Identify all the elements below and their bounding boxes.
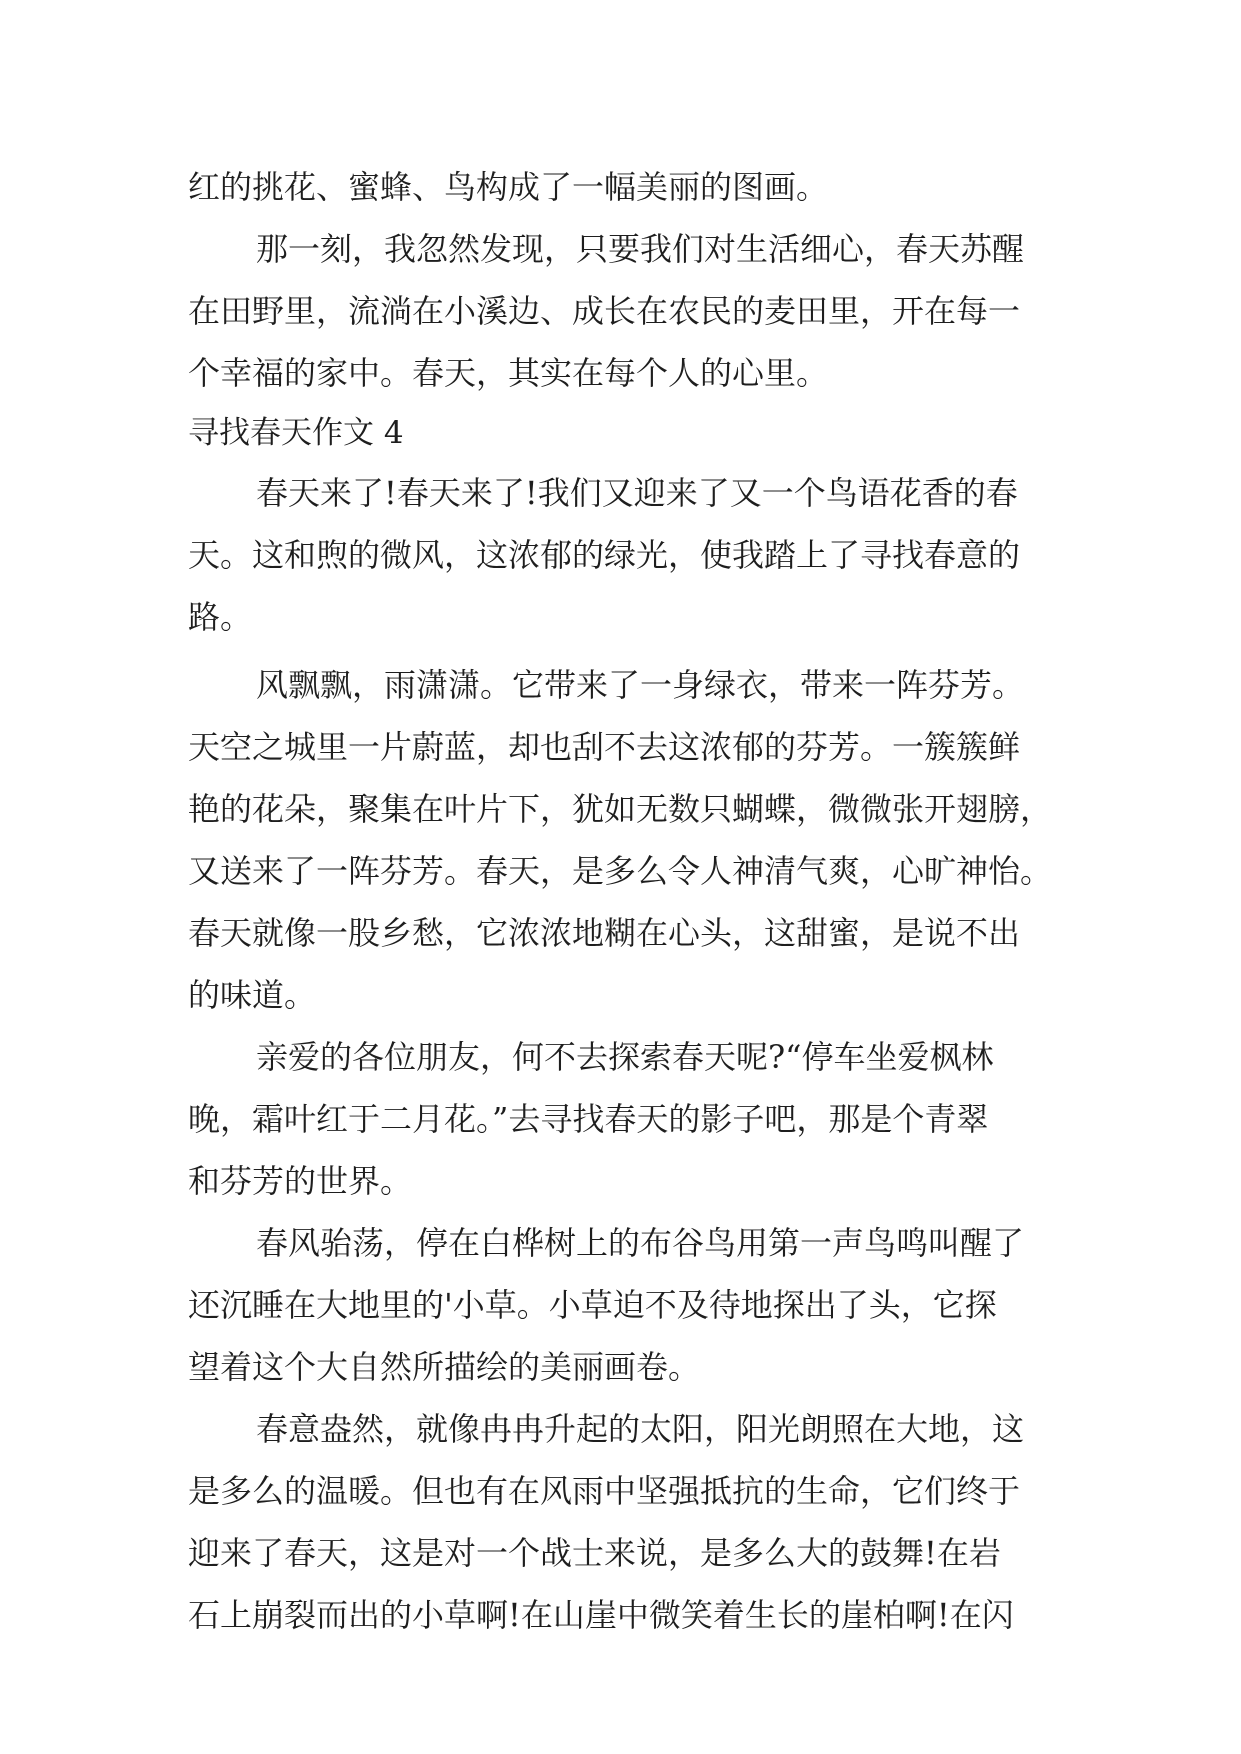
text-line: 和芬芳的世界。 — [188, 1162, 413, 1200]
document-body — [188, 156, 1068, 1646]
text-line: 红的挑花、蜜蜂、鸟构成了一幅美丽的图画。 — [188, 168, 829, 206]
text-line: 春天就像一股乡愁，它浓浓地糊在心头，这甜蜜，是说不出 — [188, 914, 1021, 952]
text-line: 在田野里，流淌在小溪边、成长在农民的麦田里，开在每一 — [188, 292, 1021, 330]
text-line: 又送来了一阵芬芳。春天，是多么令人神清气爽，心旷神怡。 — [188, 852, 1053, 890]
text-line: 的味道。 — [188, 976, 317, 1014]
text-line: 路。 — [188, 598, 253, 636]
text-line: 春风骀荡，停在白桦树上的布谷鸟用第一声鸟鸣叫醒了 — [256, 1224, 1025, 1262]
section-heading: 寻找春天作文 4 — [188, 415, 404, 451]
text-line: 个幸福的家中。春天，其实在每个人的心里。 — [188, 354, 829, 392]
text-line: 望着这个大自然所描绘的美丽画卷。 — [188, 1348, 701, 1386]
text-line: 还沉睡在大地里的'小草。小草迫不及待地探出了头，它探 — [188, 1286, 997, 1324]
text-line: 迎来了春天，这是对一个战士来说，是多么大的鼓舞!在岩 — [188, 1534, 1001, 1572]
text-line: 亲爱的各位朋友，何不去探索春天呢?“停车坐爱枫林 — [256, 1038, 994, 1076]
text-line: 那一刻，我忽然发现，只要我们对生活细心，春天苏醒 — [256, 230, 1025, 268]
text-line: 春意盎然，就像冉冉升起的太阳，阳光朗照在大地，这 — [256, 1410, 1025, 1448]
text-line: 天空之城里一片蔚蓝，却也刮不去这浓郁的芬芳。一簇簇鲜 — [188, 728, 1021, 766]
text-line: 晚，霜叶红于二月花。”去寻找春天的影子吧，那是个青翠 — [188, 1100, 989, 1138]
text-line: 春天来了!春天来了!我们又迎来了又一个鸟语花香的春 — [256, 474, 1018, 512]
text-line: 是多么的温暖。但也有在风雨中坚强抵抗的生命，它们终于 — [188, 1472, 1021, 1510]
text-line: 天。这和煦的微风，这浓郁的绿光，使我踏上了寻找春意的 — [188, 536, 1021, 574]
text-line: 风飘飘，雨潇潇。它带来了一身绿衣，带来一阵芬芳。 — [256, 666, 1025, 704]
text-line: 石上崩裂而出的小草啊!在山崖中微笑着生长的崖柏啊!在闪 — [188, 1596, 1014, 1634]
text-line: 艳的花朵，聚集在叶片下，犹如无数只蝴蝶，微微张开翅膀， — [188, 790, 1053, 828]
